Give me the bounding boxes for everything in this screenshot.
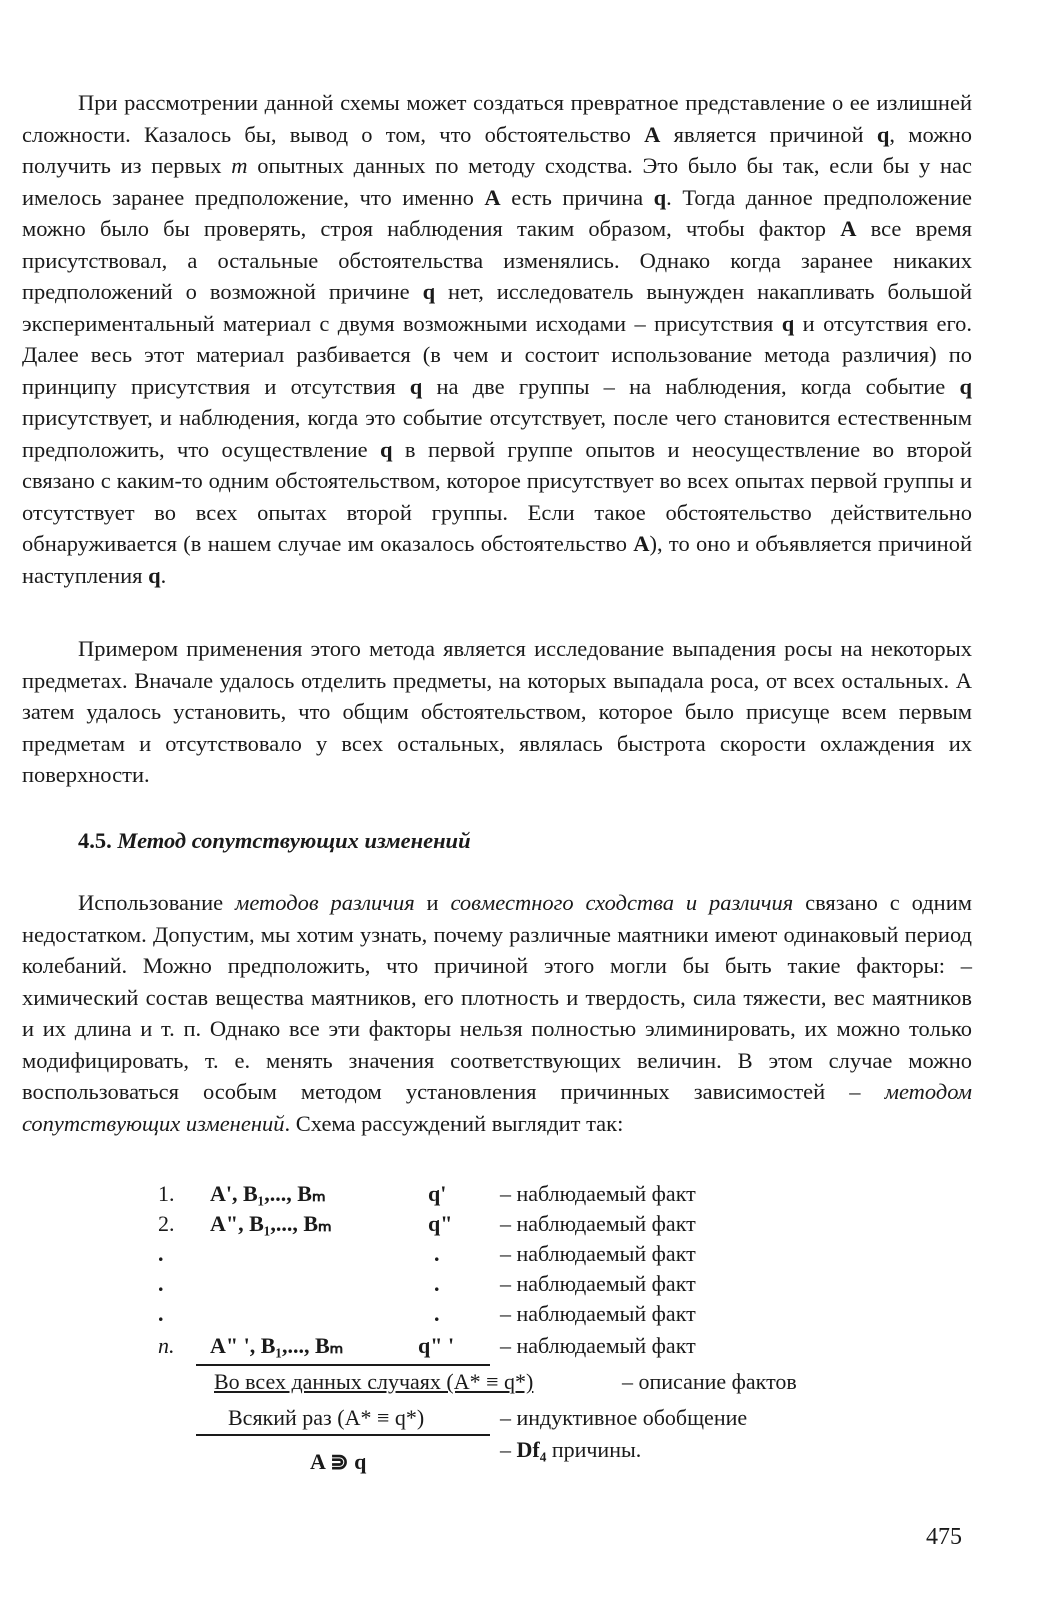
italic-term: методом сопутствующих изменений [22, 1079, 972, 1136]
bold-term: q [876, 121, 890, 147]
bold-term: A [840, 216, 857, 241]
scheme-row-effect: . [434, 1241, 440, 1266]
scheme-row-description: – наблюдаемый факт [500, 1271, 696, 1296]
conclusion-facts-description: – описание фактов [622, 1369, 797, 1394]
premise-line [196, 1364, 490, 1366]
conclusion-facts: Во всех данных случаях (A* ≡ q*) [214, 1369, 534, 1394]
text-run: связано с одним недостатком. Допустим, мы хотим узнать, почему различные маятники имеют одинаковый период колебаний. Можно предположить, что причиной этого могли бы быть такие факторы: – химический состав вещества маятников, его плотность и твердость, сила тяжести, вес маятников и их длина и т. п. Однако все эти факторы нельзя полностью элиминировать, их можно только модифицировать, т. е. менять значения соответствующих величин. В этом случае можно воспользоваться особым методом установления причинных зависимостей – [22, 890, 972, 1104]
paragraph-1 [22, 87, 972, 591]
text-run: . Тогда данное предположение можно было бы проверять, строя наблюдения таким образом, чтобы фактор [22, 184, 972, 241]
italic-term: методов различия [234, 890, 415, 915]
scheme-row-effect: q" ' [418, 1333, 455, 1358]
paragraph-2 [22, 633, 972, 791]
text-run: все время присутствовал, а остальные обстоятельства изменялись. Однако когда заранее никаких предположений о возможной причине [22, 216, 973, 304]
text-run: в первой группе опытов и неосуществление во второй связано с каким-то одним обстоятельством, которое присутствует во всех опытах первой группы и отсутствует во всех опытах второй группы. Если такое обстоятельство действительно обнаруживается (в нашем случае им оказалось обстоятельство [22, 436, 972, 556]
scheme-row-description: – наблюдаемый факт [500, 1301, 696, 1326]
scheme-row-description: – наблюдаемый факт [500, 1333, 696, 1358]
bold-term: q [422, 279, 436, 304]
scheme-row-number: 2. [158, 1211, 175, 1236]
paragraph-2-text: Примером применения этого метода является исследование выпадения росы на некоторых предметах. Вначале удалось отделить предметы, на которых выпадала роса, от всех остальных. А затем удалось установить, что общим обстоятельством, которое было присуще всем первым предметам и отсутствовало у всех остальных, являлась быстрота скорости охлаждения их поверхности. [22, 636, 972, 787]
bold-term: q [380, 436, 393, 462]
text-run: является причиной [660, 121, 877, 147]
bold-term: q [653, 184, 667, 210]
text-run: и [414, 890, 451, 915]
paragraph-1-text [22, 87, 972, 591]
bold-term: q [959, 373, 972, 399]
page-number: 475 [926, 1524, 962, 1550]
scheme-row-number: n. [158, 1333, 175, 1358]
scheme-row-formula: A" ', B₁,..., Bₘ [210, 1333, 344, 1358]
text-run: опытных данных по методу сходства. Это было бы так, если бы у нас имелось заранее предположение, что именно [22, 153, 972, 210]
scheme-row-formula: A', B₁,..., Bₘ [210, 1181, 326, 1206]
scheme-row-formula: A", B₁,..., Bₘ [210, 1211, 332, 1236]
text-run: есть причина [500, 184, 654, 210]
bold-term: q [409, 373, 423, 399]
scheme-row-number: . [158, 1271, 164, 1296]
bold-term: A [644, 121, 661, 147]
scheme-row-number: . [158, 1301, 164, 1326]
text-run: и отсутствия его. Далее весь этот материал разбивается (в чем и состоит использование метода различия) по принципу присутствия и отсутствия [22, 310, 973, 399]
bold-term: A [633, 531, 650, 556]
definition-label: Df₄ [516, 1437, 547, 1462]
paragraph-3-text [22, 887, 972, 1139]
conclusion-generalization-description: – индуктивное обобщение [500, 1405, 748, 1430]
scheme-row-description: – наблюдаемый факт [500, 1181, 696, 1206]
text-run: Использование [78, 890, 235, 915]
generalization-line [196, 1434, 490, 1436]
scheme-row-effect: q" [428, 1211, 453, 1236]
text-run: . Схема рассуждений выглядит так: [284, 1110, 624, 1136]
bold-term: A [484, 184, 501, 210]
text-run: При рассмотрении данной схемы может создаться превратное представление о ее излишней сложности. Казалось бы, вывод о том, что обстоятельство [22, 90, 972, 147]
scheme-row-effect: . [434, 1271, 440, 1296]
conclusion-generalization: Всякий раз (A* ≡ q*) [228, 1405, 425, 1430]
section-heading [78, 828, 471, 854]
italic-term: совместного сходства и различия [450, 890, 794, 915]
bold-term: q [148, 562, 161, 588]
text-run: присутствует, и наблюдения, когда это событие отсутствует, после чего становится естественным предположить, что осуществление [22, 405, 972, 462]
bold-term: q [781, 310, 795, 336]
scheme-row-effect: q' [428, 1181, 447, 1206]
section-title: Метод сопутствующих изменений [117, 828, 471, 853]
paragraph-3 [22, 887, 972, 1139]
scheme-row-effect: . [434, 1301, 440, 1326]
text-run: , можно получить из первых [22, 121, 973, 178]
reasoning-scheme [0, 1180, 1059, 1500]
text-run: на две группы – на наблюдения, когда событие [422, 373, 960, 399]
definition-text: причины. [546, 1437, 642, 1462]
italic-term: m [231, 153, 248, 178]
text-run: ), то оно и объявляется причиной наступления [22, 531, 972, 588]
scheme-row-description: – наблюдаемый факт [500, 1241, 696, 1266]
scheme-row-description: – наблюдаемый факт [500, 1211, 696, 1236]
scheme-row-number: . [158, 1241, 164, 1266]
causal-conclusion-description: – Df₄ причины. [500, 1437, 642, 1462]
section-number: 4.5. [78, 828, 112, 853]
causal-conclusion: A ⋑ q [310, 1449, 367, 1474]
text-run: . [160, 562, 167, 588]
text-run: нет, исследователь вынужден накапливать большой экспериментальный материал с двумя возможными исходами – присутствия [22, 279, 972, 336]
scheme-row-number: 1. [158, 1181, 175, 1206]
